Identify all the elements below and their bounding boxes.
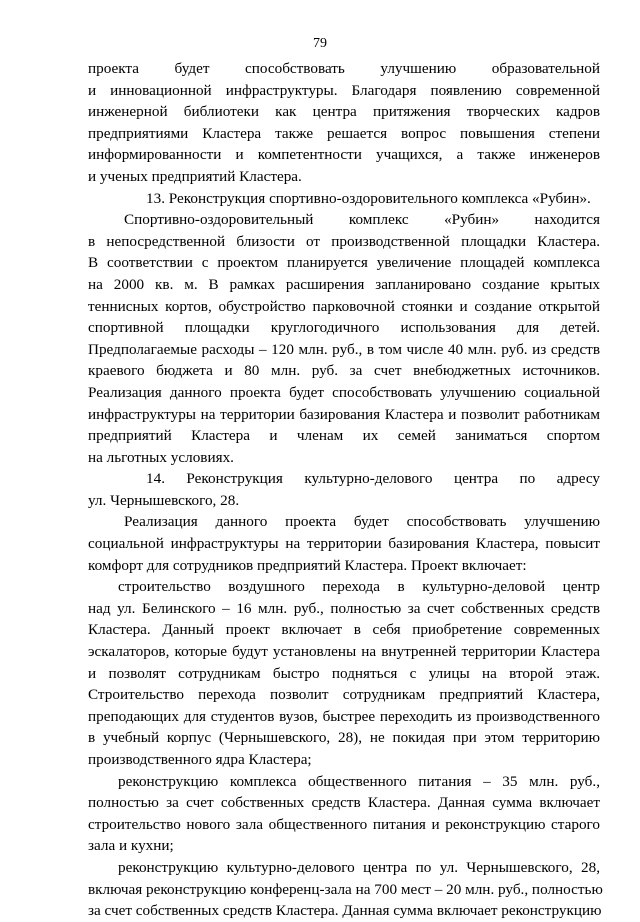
document-body xyxy=(88,58,603,922)
text-line: в непосредственной близости от производственной площадки Кластера. xyxy=(88,232,600,250)
text-line: строительство нового зала общественного питания и реконструкцию старого xyxy=(88,815,600,833)
text-line: за счет собственных средств Кластера. Данная сумма включает реконструкцию xyxy=(88,902,602,920)
text-line: информированности и компетентности учащихся, а также инженеров xyxy=(88,146,600,164)
text-line: проекта будет способствовать улучшению образовательной xyxy=(88,60,600,77)
text-line: Реализация данного проекта будет способствовать улучшению xyxy=(124,513,600,531)
text-line: 13. Реконструкция спортивно-оздоровительного комплекса «Рубин». xyxy=(146,189,591,207)
text-line: Предполагаемые расходы – 120 млн. руб., в том числе 40 млн. руб. из средств xyxy=(88,340,600,358)
text-line: спортивной площадки круглогодичного использования для детей. xyxy=(88,319,600,337)
text-line: в учебный корпус (Чернышевского, 28), не покидая при этом территорию xyxy=(88,729,600,747)
text-line: предприятиями Кластера также решается вопрос повышения степени xyxy=(88,124,600,142)
text-line: полностью за счет собственных средств Кластера. Данная сумма включает xyxy=(88,794,600,812)
text-line: реконструкцию комплекса общественного питания – 35 млн. руб., xyxy=(118,772,600,790)
text-line: строительство воздушного перехода в культурно-деловой центр xyxy=(118,578,600,596)
text-line: производственного ядра Кластера; xyxy=(88,751,312,768)
text-line: В соответствии с проектом планируется увеличение площадей комплекса xyxy=(88,254,600,272)
text-line: краевого бюджета и 80 млн. руб. за счет внебюджетных источников. xyxy=(88,362,600,380)
text-line: инженерной библиотеки как центра притяжения творческих кадров xyxy=(88,103,600,121)
text-line: эскалаторов, которые будут установлены на внутренней территории Кластера xyxy=(88,643,600,661)
text-line: социальной инфраструктуры на территории базирования Кластера, повысит xyxy=(88,535,600,553)
text-line: комфорт для сотрудников предприятий Кластера. Проект включает: xyxy=(88,556,527,574)
text-line: включая реконструкцию конференц-зала на 700 мест – 20 млн. руб., полностью xyxy=(88,880,603,898)
text-line: реконструкцию культурно-делового центра по ул. Чернышевского, 28, xyxy=(118,858,600,876)
text-line: предприятий Кластера и членам их семей заниматься спортом xyxy=(88,427,600,445)
text-line: инфраструктуры на территории базирования Кластера и позволит работникам xyxy=(88,405,600,423)
page-number: 79 xyxy=(313,36,327,51)
text-line: и позволят сотрудникам быстро подняться с улицы на второй этаж. xyxy=(88,664,600,682)
text-line: преподающих для студентов вузов, быстрее переходить из производственного xyxy=(88,707,600,725)
text-line: Реализация данного проекта будет способствовать улучшению социальной xyxy=(88,383,600,401)
text-line: Спортивно-оздоровительный комплекс «Рубин» находится xyxy=(124,211,600,229)
text-line: Кластера. Данный проект включает в себя приобретение современных xyxy=(88,621,600,639)
text-line: и ученых предприятий Кластера. xyxy=(88,167,302,185)
text-line: 14. Реконструкция культурно-делового центра по адресу xyxy=(146,470,600,488)
text-line: над ул. Белинского – 16 млн. руб., полностью за счет собственных средств xyxy=(88,599,600,617)
text-line: и инновационной инфраструктуры. Благодаря появлению современной xyxy=(88,81,600,99)
text-line: Строительство перехода позволит сотрудникам предприятий Кластера, xyxy=(88,686,600,704)
text-line: на 2000 кв. м. В рамках расширения запланировано создание крытых xyxy=(88,275,600,293)
text-line: зала и кухни; xyxy=(88,837,174,855)
text-line: теннисных кортов, обустройство парковочной стоянки и создание открытой xyxy=(88,297,600,315)
text-line: на льготных условиях. xyxy=(88,448,234,466)
text-line: ул. Чернышевского, 28. xyxy=(88,491,240,509)
